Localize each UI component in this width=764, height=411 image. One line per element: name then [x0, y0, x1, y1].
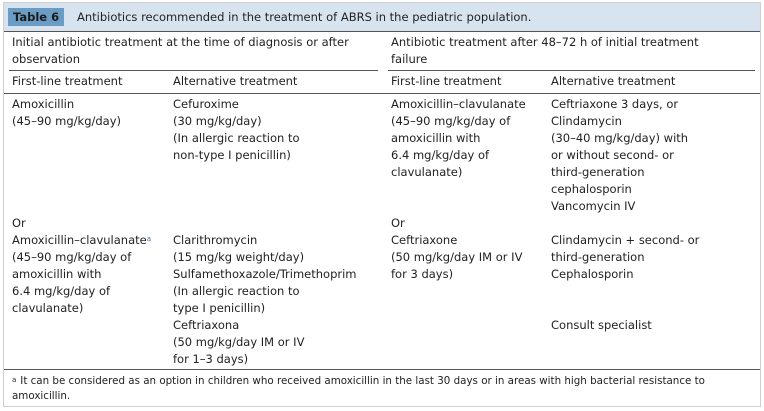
- rule-bottom: [4, 369, 760, 370]
- table-title-bar: [4, 3, 760, 31]
- or-label-initial: Or: [12, 216, 26, 230]
- cell-r1-alternative-after: Ceftriaxone 3 days, or Clindamycin (30–40 mg/kg/day) with or without second- or third-generation cephalosporin Vancomycin IV: [551, 97, 689, 213]
- column-header-alternative-after: Alternative treatment: [551, 74, 676, 88]
- cell-r2-first-line-initial-drug: [12, 232, 172, 249]
- footnote-ref: a: [146, 235, 152, 243]
- or-label-after: Or: [391, 216, 405, 230]
- cell-r2-alternative-initial: Clarithromycin (15 mg/kg weight/day) Sulfamethoxazole/Trimethoprim (In allergic reaction to type I penicillin) Ceftriaxona (50 mg/kg/day IM or IV for 1–3 days): [173, 233, 357, 366]
- rule-group-after: [388, 70, 755, 71]
- table-title: Antibiotics recommended in the treatment of ABRS in the pediatric population.: [77, 10, 532, 24]
- rule-header-bottom: [4, 93, 760, 94]
- cell-r2-first-line-initial: (45–90 mg/kg/day of amoxicillin with 6.4 mg/kg/day of clavulanate): [12, 250, 132, 315]
- table-label: Table 6: [8, 8, 64, 26]
- drug-name: Amoxicillin–clavulanate: [12, 233, 147, 247]
- cell-r1-alternative-initial: Cefuroxime (30 mg/kg/day) (In allergic reaction to non-type I penicillin): [173, 97, 300, 162]
- column-header-first-line-after: First-line treatment: [391, 74, 502, 88]
- rule-group-initial: [9, 70, 378, 71]
- group-header-after: Antibiotic treatment after 48–72 h of initial treatment failure: [391, 35, 699, 66]
- cell-r1-first-line-after: Amoxicillin–clavulanate (45–90 mg/kg/day of amoxicillin with 6.4 mg/kg/day of clavulanate): [391, 97, 526, 179]
- cell-r2-alternative-after: Clindamycin + second- or third-generation Cephalosporin: [551, 233, 700, 281]
- cell-r1-first-line-initial: Amoxicillin (45–90 mg/kg/day): [12, 97, 122, 128]
- rule-top: [4, 31, 760, 32]
- column-header-first-line-initial: First-line treatment: [12, 74, 123, 88]
- group-header-initial: Initial antibiotic treatment at the time of diagnosis or after observation: [12, 35, 349, 66]
- table-figure: [3, 2, 761, 407]
- cell-r2-first-line-after: Ceftriaxone (50 mg/kg/day IM or IV for 3 days): [391, 233, 523, 281]
- footnote: [12, 374, 754, 404]
- footnote-mark: a: [12, 376, 17, 384]
- column-header-alternative-initial: Alternative treatment: [173, 74, 298, 88]
- consult-specialist: Consult specialist: [551, 318, 652, 332]
- footnote-text: It can be considered as an option in children who received amoxicillin in the last 30 days or in areas with high bacterial resistance to amoxicillin.: [12, 375, 705, 402]
